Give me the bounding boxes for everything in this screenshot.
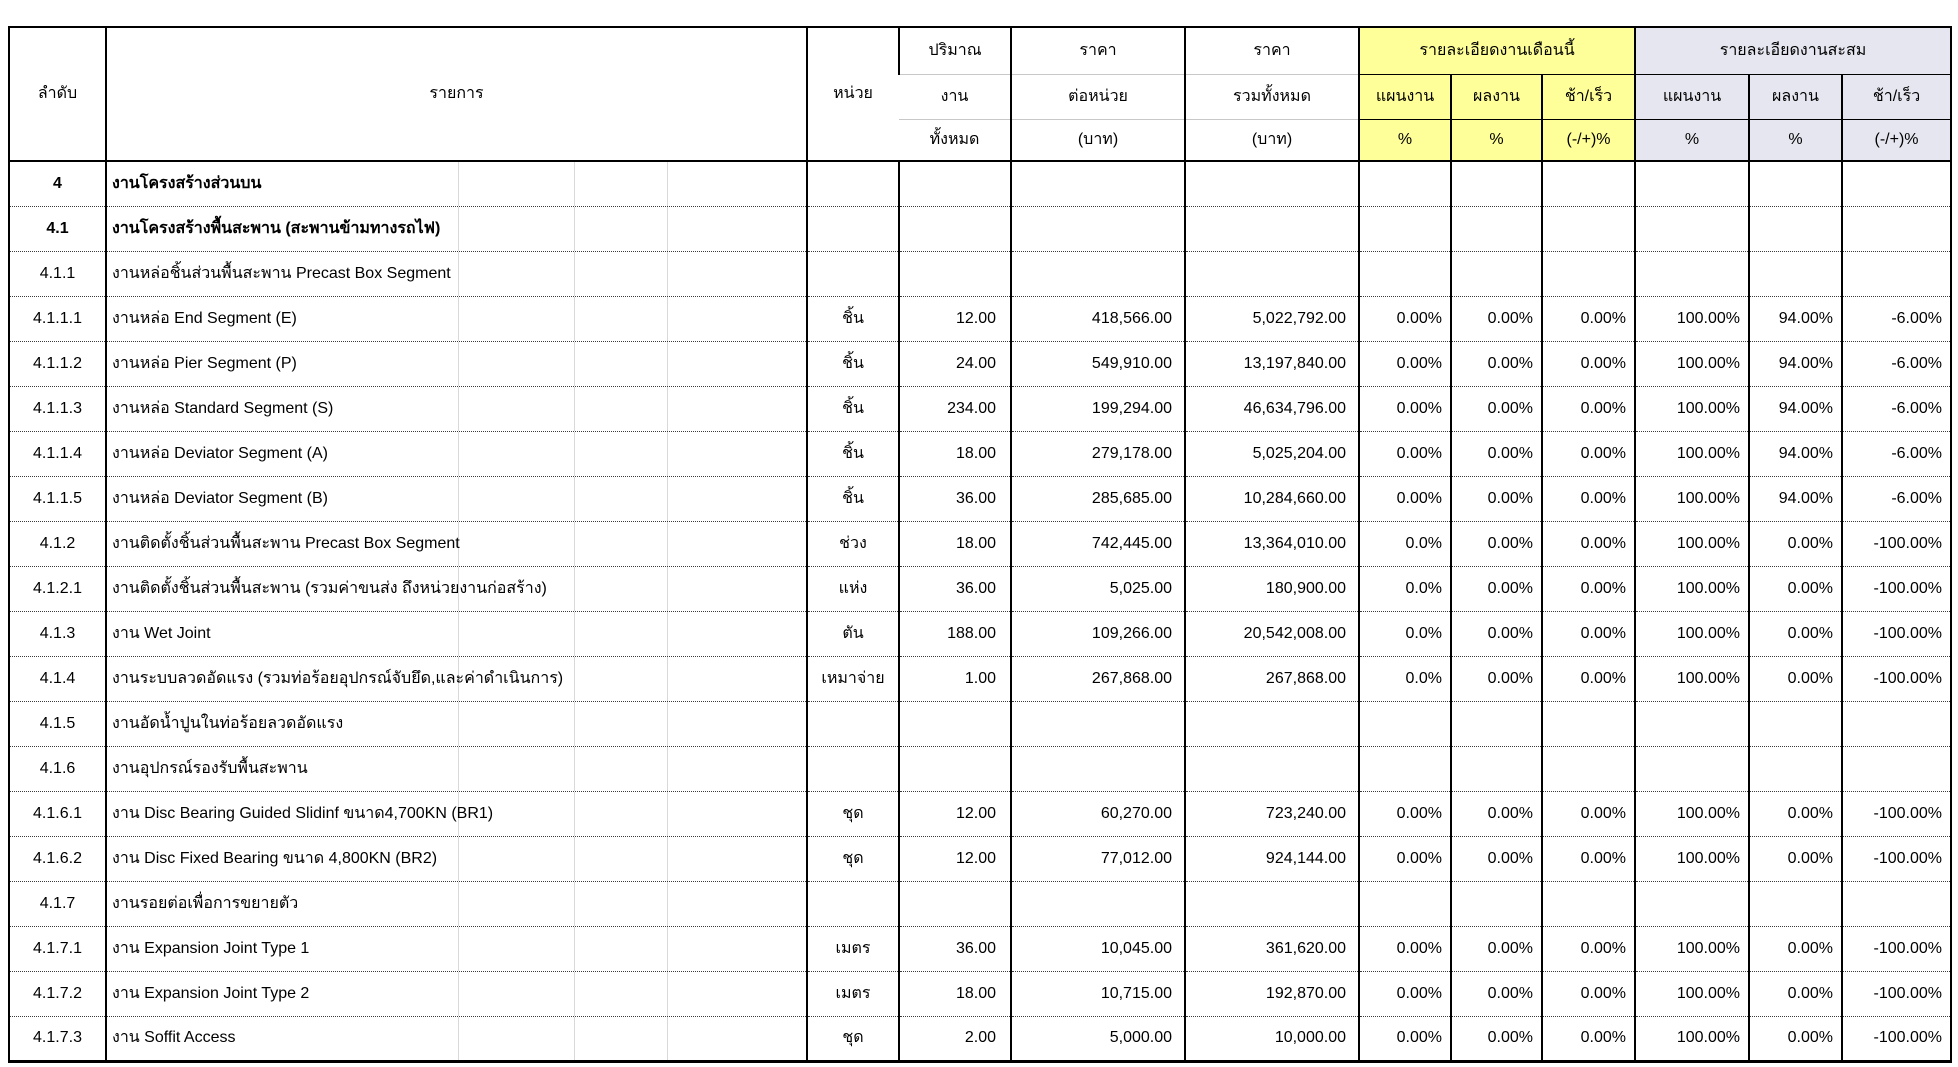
cell-cum-diff [1842,251,1951,296]
cell-cum-actual: 94.00% [1749,431,1842,476]
col-header-unit: หน่วย [807,27,899,161]
table-row [9,746,1951,791]
group-header-month: รายละเอียดงานเดือนนี้ [1359,27,1635,75]
cell-cum-plan [1635,251,1749,296]
cell-cum-plan [1635,701,1749,746]
cell-month-plan: 0.00% [1359,971,1451,1016]
cell-row-number: 4.1.6 [9,746,106,791]
cell-row-number: 4.1.7.2 [9,971,106,1016]
cell-unit-price: 279,178.00 [1011,431,1185,476]
cell-cum-actual [1749,206,1842,251]
cell-month-plan: 0.0% [1359,656,1451,701]
cell-unit: เหมาจ่าย [807,656,899,701]
cell-month-actual: 0.00% [1451,971,1542,1016]
col-header-month-actual-pct: % [1451,120,1542,162]
cell-cum-plan: 100.00% [1635,566,1749,611]
cell-month-plan: 0.00% [1359,341,1451,386]
cell-cum-actual: 0.00% [1749,971,1842,1016]
cell-item: งาน Soffit Access [106,1016,807,1061]
cell-month-plan: 0.00% [1359,386,1451,431]
cell-cum-plan: 100.00% [1635,836,1749,881]
cell-cum-diff: -100.00% [1842,926,1951,971]
cell-quantity: 36.00 [899,926,1011,971]
cell-total-price: 723,240.00 [1185,791,1359,836]
cell-item: งาน Expansion Joint Type 1 [106,926,807,971]
col-header-cum-diff: ช้า/เร็ว [1842,75,1951,120]
cell-cum-plan: 100.00% [1635,971,1749,1016]
cell-cum-diff: -100.00% [1842,521,1951,566]
group-header-cumulative: รายละเอียดงานสะสม [1635,27,1951,75]
cell-cum-plan [1635,161,1749,206]
cell-unit-price: 10,045.00 [1011,926,1185,971]
cell-row-number: 4.1.6.2 [9,836,106,881]
cell-month-actual: 0.00% [1451,791,1542,836]
cell-quantity: 18.00 [899,521,1011,566]
cell-month-plan: 0.00% [1359,1016,1451,1061]
cell-quantity [899,161,1011,206]
cell-item: งานหล่อ Pier Segment (P) [106,341,807,386]
table-row [9,206,1951,251]
cell-unit: ช่วง [807,521,899,566]
cell-quantity [899,881,1011,926]
cell-month-diff: 0.00% [1542,1016,1635,1061]
cell-quantity: 188.00 [899,611,1011,656]
table-row [9,791,1951,836]
cell-month-actual: 0.00% [1451,926,1542,971]
cell-unit-price: 10,715.00 [1011,971,1185,1016]
cell-unit-price: 109,266.00 [1011,611,1185,656]
cell-unit: ตัน [807,611,899,656]
cell-total-price: 361,620.00 [1185,926,1359,971]
table-row [9,341,1951,386]
cell-unit [807,206,899,251]
cell-month-actual [1451,251,1542,296]
cell-unit: ชิ้น [807,296,899,341]
cell-unit-price [1011,161,1185,206]
cell-cum-actual: 0.00% [1749,521,1842,566]
cell-item: งานโครงสร้างส่วนบน [106,161,807,206]
cell-row-number: 4.1.7 [9,881,106,926]
cell-cum-diff [1842,161,1951,206]
cell-total-price: 5,022,792.00 [1185,296,1359,341]
cell-month-diff: 0.00% [1542,521,1635,566]
col-header-cum-diff-pct: (-/+)% [1842,120,1951,162]
cell-month-diff: 0.00% [1542,296,1635,341]
cell-month-actual: 0.00% [1451,521,1542,566]
cell-unit: ชุด [807,836,899,881]
cell-row-number: 4.1.1 [9,251,106,296]
cell-cum-actual [1749,161,1842,206]
cell-row-number: 4.1.7.1 [9,926,106,971]
cell-cum-plan [1635,881,1749,926]
col-header-cum-actual: ผลงาน [1749,75,1842,120]
cell-month-diff: 0.00% [1542,836,1635,881]
table-row [9,971,1951,1016]
cell-unit: ชุด [807,1016,899,1061]
cell-month-diff [1542,701,1635,746]
cell-month-diff: 0.00% [1542,431,1635,476]
cell-row-number: 4.1.4 [9,656,106,701]
cell-cum-plan: 100.00% [1635,431,1749,476]
table-row [9,701,1951,746]
table-row [9,926,1951,971]
cell-cum-plan: 100.00% [1635,656,1749,701]
cell-month-actual: 0.00% [1451,296,1542,341]
cell-row-number: 4.1.2 [9,521,106,566]
cell-quantity: 234.00 [899,386,1011,431]
cell-month-actual [1451,746,1542,791]
cell-total-price: 924,144.00 [1185,836,1359,881]
cell-month-diff: 0.00% [1542,926,1635,971]
cell-month-actual: 0.00% [1451,476,1542,521]
cell-month-diff [1542,251,1635,296]
cell-unit [807,701,899,746]
cell-quantity [899,746,1011,791]
cell-row-number: 4.1.1.4 [9,431,106,476]
cell-cum-diff: -100.00% [1842,611,1951,656]
cell-month-diff: 0.00% [1542,656,1635,701]
col-header-month-diff: ช้า/เร็ว [1542,75,1635,120]
cell-unit-price: 267,868.00 [1011,656,1185,701]
col-header-total-price-line1: ราคา [1185,27,1359,75]
cell-total-price: 13,197,840.00 [1185,341,1359,386]
cell-row-number: 4.1 [9,206,106,251]
cell-cum-actual: 0.00% [1749,656,1842,701]
cell-quantity: 12.00 [899,296,1011,341]
cell-total-price: 192,870.00 [1185,971,1359,1016]
cell-month-diff: 0.00% [1542,611,1635,656]
col-header-cum-plan-pct: % [1635,120,1749,162]
col-header-qty-line2: งาน [899,75,1011,120]
cell-unit: ชิ้น [807,431,899,476]
cell-month-diff: 0.00% [1542,791,1635,836]
cell-total-price: 5,025,204.00 [1185,431,1359,476]
col-header-qty-line3: ทั้งหมด [899,120,1011,162]
cell-cum-actual: 0.00% [1749,791,1842,836]
cell-cum-diff [1842,746,1951,791]
cell-row-number: 4.1.3 [9,611,106,656]
table-row [9,566,1951,611]
cell-cum-plan: 100.00% [1635,476,1749,521]
cell-item: งาน Disc Bearing Guided Slidinf ขนาด4,700KN (BR1) [106,791,807,836]
cell-total-price [1185,251,1359,296]
cell-quantity [899,701,1011,746]
cell-cum-actual: 0.00% [1749,836,1842,881]
col-header-total-price-line2: รวมทั้งหมด [1185,75,1359,120]
cell-unit-price: 5,025.00 [1011,566,1185,611]
cell-item: งาน Wet Joint [106,611,807,656]
table-row [9,836,1951,881]
cell-cum-plan: 100.00% [1635,611,1749,656]
cell-month-actual: 0.00% [1451,431,1542,476]
cell-cum-diff: -100.00% [1842,566,1951,611]
col-header-unit-price-line3: (บาท) [1011,120,1185,162]
cell-total-price [1185,161,1359,206]
col-header-cum-plan: แผนงาน [1635,75,1749,120]
cell-row-number: 4.1.5 [9,701,106,746]
cell-cum-actual: 94.00% [1749,386,1842,431]
cell-month-actual: 0.00% [1451,1016,1542,1061]
cell-month-actual [1451,701,1542,746]
cell-item: งานรอยต่อเพื่อการขยายตัว [106,881,807,926]
cell-unit [807,251,899,296]
cell-unit-price [1011,251,1185,296]
cell-cum-diff [1842,701,1951,746]
col-header-qty-line1: ปริมาณ [899,27,1011,75]
cell-cum-diff: -100.00% [1842,1016,1951,1061]
cell-quantity: 2.00 [899,1016,1011,1061]
cell-total-price [1185,881,1359,926]
cell-unit-price [1011,881,1185,926]
cell-unit: แห่ง [807,566,899,611]
cell-row-number: 4.1.1.1 [9,296,106,341]
cell-row-number: 4.1.6.1 [9,791,106,836]
col-header-total-price-line3: (บาท) [1185,120,1359,162]
table-row [9,476,1951,521]
cell-month-plan [1359,701,1451,746]
col-header-no: ลำดับ [37,85,78,103]
table-row [9,431,1951,476]
cell-total-price [1185,206,1359,251]
cell-cum-diff: -6.00% [1842,341,1951,386]
cell-unit-price [1011,206,1185,251]
cell-month-actual: 0.00% [1451,836,1542,881]
cell-cum-diff: -6.00% [1842,476,1951,521]
cell-unit-price: 199,294.00 [1011,386,1185,431]
cell-row-number: 4.1.2.1 [9,566,106,611]
cell-cum-actual: 94.00% [1749,296,1842,341]
cell-item: งานติดตั้งชิ้นส่วนพื้นสะพาน Precast Box Segment [106,521,807,566]
cell-month-plan: 0.00% [1359,296,1451,341]
cell-total-price: 13,364,010.00 [1185,521,1359,566]
cell-unit [807,746,899,791]
table-row [9,611,1951,656]
col-header-unit-price-line1: ราคา [1011,27,1185,75]
cell-cum-plan: 100.00% [1635,791,1749,836]
cell-month-plan [1359,881,1451,926]
cell-quantity: 12.00 [899,836,1011,881]
cell-item: งานโครงสร้างพื้นสะพาน (สะพานข้ามทางรถไฟ) [106,206,807,251]
cell-item: งานหล่อ Deviator Segment (A) [106,431,807,476]
cell-row-number: 4.1.1.2 [9,341,106,386]
cell-item: งานหล่อ Standard Segment (S) [106,386,807,431]
cell-cum-actual [1749,881,1842,926]
cell-cum-plan: 100.00% [1635,341,1749,386]
cell-quantity: 18.00 [899,971,1011,1016]
cell-cum-plan [1635,746,1749,791]
cell-month-plan [1359,251,1451,296]
table-row [9,521,1951,566]
cell-item: งานอุปกรณ์รองรับพื้นสะพาน [106,746,807,791]
cell-cum-actual: 94.00% [1749,476,1842,521]
table-row [9,386,1951,431]
cell-item: งานติดตั้งชิ้นส่วนพื้นสะพาน (รวมค่าขนส่ง ถึงหน่วยงานก่อสร้าง) [106,566,807,611]
table-row [9,161,1951,206]
cell-month-diff [1542,881,1635,926]
cell-unit-price [1011,746,1185,791]
cell-month-actual: 0.00% [1451,386,1542,431]
cell-month-diff [1542,161,1635,206]
cell-month-diff: 0.00% [1542,971,1635,1016]
cell-unit: ชิ้น [807,386,899,431]
cell-total-price: 20,542,008.00 [1185,611,1359,656]
table-row [9,656,1951,701]
cell-item: งานหล่อ Deviator Segment (B) [106,476,807,521]
cell-unit-price: 5,000.00 [1011,1016,1185,1061]
cell-row-number: 4 [53,174,62,192]
cell-month-actual: 0.00% [1451,341,1542,386]
cell-quantity: 12.00 [899,791,1011,836]
cell-cum-actual: 94.00% [1749,341,1842,386]
cell-month-plan: 0.00% [1359,836,1451,881]
cell-month-actual [1451,161,1542,206]
cell-item: งาน Disc Fixed Bearing ขนาด 4,800KN (BR2) [106,836,807,881]
cell-month-diff: 0.00% [1542,566,1635,611]
cell-month-plan: 0.00% [1359,476,1451,521]
cell-quantity: 36.00 [899,566,1011,611]
cell-unit-price [1011,701,1185,746]
cell-row-number: 4.1.1.5 [9,476,106,521]
col-header-month-plan-pct: % [1359,120,1451,162]
cell-unit: ชุด [807,791,899,836]
cell-unit-price: 285,685.00 [1011,476,1185,521]
cell-cum-actual [1749,746,1842,791]
table-row [9,1016,1951,1061]
cell-total-price: 46,634,796.00 [1185,386,1359,431]
cell-month-plan [1359,206,1451,251]
cell-unit-price: 418,566.00 [1011,296,1185,341]
cell-cum-diff: -100.00% [1842,656,1951,701]
cell-item: งานหล่อชิ้นส่วนพื้นสะพาน Precast Box Segment [106,251,807,296]
cell-cum-actual [1749,701,1842,746]
cell-unit-price: 77,012.00 [1011,836,1185,881]
cell-item: งานอัดน้ำปูนในท่อร้อยลวดอัดแรง [106,701,807,746]
cell-month-actual: 0.00% [1451,656,1542,701]
cell-unit [807,161,899,206]
cell-month-actual: 0.00% [1451,611,1542,656]
cell-quantity: 1.00 [899,656,1011,701]
cell-cum-actual [1749,251,1842,296]
cell-month-plan: 0.0% [1359,521,1451,566]
boq-table [8,26,1952,1063]
cell-total-price [1185,746,1359,791]
cell-cum-plan [1635,206,1749,251]
cell-month-diff: 0.00% [1542,386,1635,431]
cell-cum-plan: 100.00% [1635,296,1749,341]
cell-quantity: 36.00 [899,476,1011,521]
cell-cum-diff: -6.00% [1842,296,1951,341]
cell-unit-price: 549,910.00 [1011,341,1185,386]
cell-cum-actual: 0.00% [1749,566,1842,611]
cell-month-plan: 0.0% [1359,566,1451,611]
cell-total-price: 10,284,660.00 [1185,476,1359,521]
col-header-month-actual: ผลงาน [1451,75,1542,120]
cell-cum-diff: -100.00% [1842,791,1951,836]
cell-unit: เมตร [807,926,899,971]
cell-month-plan: 0.00% [1359,926,1451,971]
cell-unit [807,881,899,926]
cell-month-diff: 0.00% [1542,341,1635,386]
cell-quantity: 24.00 [899,341,1011,386]
cell-unit-price: 742,445.00 [1011,521,1185,566]
cell-cum-plan: 100.00% [1635,521,1749,566]
cell-cum-plan: 100.00% [1635,1016,1749,1061]
cell-unit-price: 60,270.00 [1011,791,1185,836]
cell-unit: ชิ้น [807,341,899,386]
cell-cum-diff: -6.00% [1842,386,1951,431]
cell-row-number: 4.1.1.3 [9,386,106,431]
cell-total-price: 180,900.00 [1185,566,1359,611]
col-header-item: รายการ [106,27,807,161]
cell-cum-diff: -6.00% [1842,431,1951,476]
cell-row-number: 4.1.7.3 [9,1016,106,1061]
table-body [9,161,1951,1061]
cell-cum-actual: 0.00% [1749,611,1842,656]
cell-month-plan: 0.00% [1359,791,1451,836]
cell-cum-plan: 100.00% [1635,386,1749,431]
cell-month-actual [1451,881,1542,926]
cell-month-plan [1359,746,1451,791]
cell-total-price: 10,000.00 [1185,1016,1359,1061]
cell-cum-diff [1842,206,1951,251]
cell-month-diff [1542,206,1635,251]
cell-item: งานหล่อ End Segment (E) [106,296,807,341]
col-header-unit-price-line2: ต่อหน่วย [1011,75,1185,120]
cell-total-price [1185,701,1359,746]
cell-month-diff: 0.00% [1542,476,1635,521]
table-row [9,251,1951,296]
cell-item: งาน Expansion Joint Type 2 [106,971,807,1016]
cell-cum-diff: -100.00% [1842,971,1951,1016]
cell-cum-plan: 100.00% [1635,926,1749,971]
table-header [9,27,1951,161]
cell-month-plan: 0.00% [1359,431,1451,476]
cell-cum-diff: -100.00% [1842,836,1951,881]
cell-quantity: 18.00 [899,431,1011,476]
cell-cum-diff [1842,881,1951,926]
cell-unit: เมตร [807,971,899,1016]
cell-cum-actual: 0.00% [1749,926,1842,971]
table-row [9,881,1951,926]
col-header-month-plan: แผนงาน [1359,75,1451,120]
cell-month-actual [1451,206,1542,251]
cell-quantity [899,251,1011,296]
cell-total-price: 267,868.00 [1185,656,1359,701]
cell-quantity [899,206,1011,251]
cell-month-diff [1542,746,1635,791]
cell-cum-actual: 0.00% [1749,1016,1842,1061]
col-header-cum-actual-pct: % [1749,120,1842,162]
cell-month-actual: 0.00% [1451,566,1542,611]
table-row [9,296,1951,341]
cell-month-plan [1359,161,1451,206]
cell-item: งานระบบลวดอัดแรง (รวมท่อร้อยอุปกรณ์จับยึด,และค่าดำเนินการ) [106,656,807,701]
cell-unit: ชิ้น [807,476,899,521]
cell-month-plan: 0.0% [1359,611,1451,656]
col-header-month-diff-pct: (-/+)% [1542,120,1635,162]
